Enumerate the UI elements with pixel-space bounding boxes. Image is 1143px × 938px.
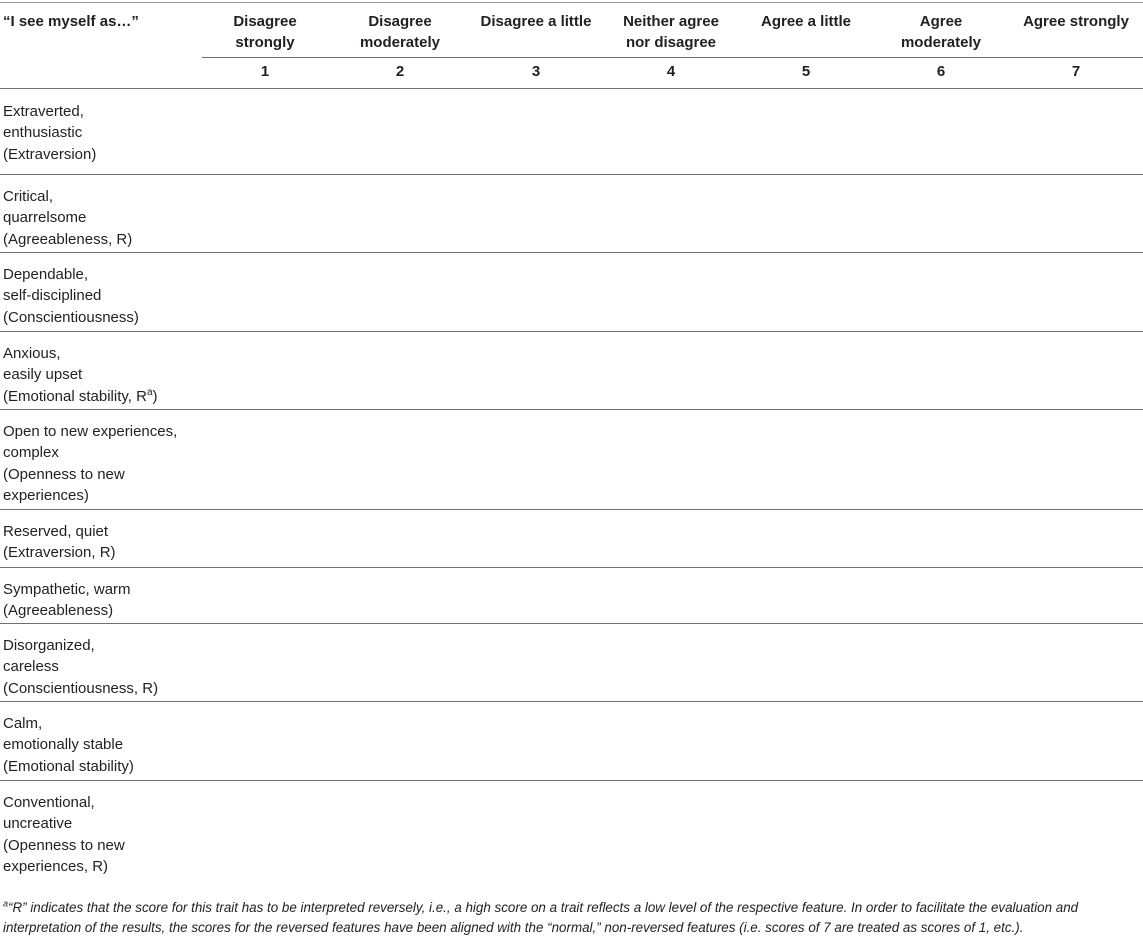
- column-header-line: Agree a little: [760, 13, 852, 30]
- trait-line: [3, 442, 177, 463]
- trait-line-text: quarrelsome: [3, 209, 87, 227]
- trait-line: [3, 421, 177, 442]
- trait-line-text: enthusiastic: [3, 124, 83, 142]
- trait-line-text: experiences): [3, 486, 89, 504]
- column-header-line: Disagree: [368, 13, 432, 30]
- trait-line-text: Dependable,: [3, 266, 89, 283]
- column-header-6: [881, 11, 1001, 53]
- trait-line-text: (Conscientiousness): [3, 308, 139, 326]
- column-header-line: Agree: [919, 13, 963, 30]
- trait-line-text: (Openness to new: [3, 465, 125, 483]
- column-header-line: strongly: [235, 34, 295, 51]
- trait-line-text: careless: [3, 658, 59, 676]
- column-number-2: 2: [395, 63, 405, 80]
- trait-line: [3, 485, 177, 506]
- column-number-7: 7: [1071, 63, 1081, 80]
- table-row: [0, 174, 1143, 253]
- table-row: [0, 780, 1143, 886]
- trait-line: [3, 678, 158, 699]
- trait-line-text: Conventional,: [3, 794, 95, 811]
- column-header-line: moderately: [359, 34, 441, 51]
- trait-line: [3, 307, 139, 328]
- trait-line: [3, 713, 134, 734]
- column-header-5: [746, 11, 866, 32]
- trait-line-text: Calm,: [3, 715, 43, 732]
- column-number-6: 6: [936, 63, 946, 80]
- trait-line-text: (Extraversion): [3, 145, 97, 163]
- footnote-text: “R” indicates that the score for this trait has to be interpreted reversely, i.e., a high score on a trait reflects a low level of the respective feature. In order to facilitate the evaluation and interpretation of the results, the scores for the reversed features have been aligned with the “normal,” non-reversed features (i.e. scores of 7 are treated as scores of 1, etc.).: [3, 900, 1079, 935]
- trait-line: [3, 386, 158, 407]
- table-row: [0, 567, 1143, 624]
- trait-label: [3, 343, 158, 407]
- table-row: [0, 409, 1143, 510]
- trait-line: [3, 521, 116, 542]
- trait-label: [3, 101, 96, 165]
- column-header-4: [611, 11, 731, 53]
- table-footnote: [3, 898, 1141, 938]
- trait-line-text: (Extraversion, R): [3, 544, 116, 562]
- column-number-4: 4: [666, 63, 676, 80]
- trait-label: [3, 186, 132, 250]
- trait-line-text: (Emotional stability, R: [3, 387, 147, 405]
- trait-line-text: Sympathetic, warm: [3, 581, 131, 598]
- trait-line: [3, 186, 132, 207]
- trait-label: [3, 579, 131, 622]
- trait-label: [3, 264, 139, 328]
- trait-line-text: Extraverted,: [3, 103, 84, 120]
- trait-line: [3, 656, 158, 677]
- column-header-line: nor disagree: [625, 34, 717, 51]
- trait-line: [3, 579, 131, 600]
- trait-line: [3, 813, 125, 834]
- column-header-line: Neither agree: [623, 13, 719, 30]
- header-mid-rule: [202, 57, 1143, 58]
- trait-label: [3, 521, 116, 564]
- trait-line: [3, 635, 158, 656]
- trait-superscript: a: [146, 386, 153, 398]
- trait-line: [3, 756, 134, 777]
- trait-line: [3, 364, 158, 385]
- column-number-3: 3: [531, 63, 541, 80]
- column-header-line: Disagree: [233, 13, 297, 30]
- table-row: [0, 509, 1143, 568]
- trait-line: [3, 600, 131, 621]
- trait-line-text: Open to new experiences,: [3, 423, 178, 440]
- table-row: [0, 89, 1143, 175]
- column-header-line: Disagree a little: [480, 13, 592, 30]
- trait-line-text: Reserved, quiet: [3, 523, 109, 540]
- column-header-7: [1016, 11, 1136, 32]
- trait-line: [3, 343, 158, 364]
- trait-line-text: Anxious,: [3, 345, 61, 362]
- trait-line-text: emotionally stable: [3, 736, 124, 754]
- trait-line-text: experiences, R): [3, 857, 109, 875]
- trait-line-text: uncreative: [3, 815, 73, 833]
- trait-line-text: (Agreeableness, R): [3, 230, 133, 248]
- trait-line: [3, 122, 96, 143]
- trait-line-text: complex: [3, 444, 59, 462]
- trait-line: [3, 792, 125, 813]
- table-top-rule: [0, 2, 1143, 3]
- trait-label: [3, 792, 125, 877]
- trait-line-text: (Conscientiousness, R): [3, 679, 159, 697]
- trait-line-text: (Agreeableness): [3, 602, 114, 620]
- column-number-1: 1: [260, 63, 270, 80]
- column-header-line: moderately: [900, 34, 982, 51]
- column-header-2: [340, 11, 460, 53]
- column-header-1: [205, 11, 325, 53]
- trait-line-text: Disorganized,: [3, 637, 95, 654]
- trait-line: [3, 229, 132, 250]
- header-lead: “I see myself as…”: [3, 13, 139, 30]
- trait-label: [3, 635, 158, 699]
- column-number-5: 5: [801, 63, 811, 80]
- trait-label: [3, 713, 134, 777]
- trait-line: [3, 285, 139, 306]
- trait-line: [3, 464, 177, 485]
- trait-line: [3, 101, 96, 122]
- trait-line-text: (Openness to new: [3, 836, 125, 854]
- trait-line-text: easily upset: [3, 366, 83, 384]
- trait-line-tail: ): [152, 387, 158, 405]
- table-row: [0, 623, 1143, 702]
- trait-line-text: (Emotional stability): [3, 757, 134, 775]
- trait-line: [3, 264, 139, 285]
- trait-line: [3, 542, 116, 563]
- table-row: [0, 252, 1143, 332]
- footnote-marker: a: [3, 898, 9, 909]
- trait-line: [3, 207, 132, 228]
- trait-line-text: self-disciplined: [3, 287, 102, 305]
- trait-line: [3, 734, 134, 755]
- trait-label: [3, 421, 177, 506]
- trait-line: [3, 835, 125, 856]
- trait-line-text: Critical,: [3, 188, 54, 205]
- column-header-line: Agree strongly: [1023, 13, 1129, 30]
- table-row: [0, 701, 1143, 781]
- trait-line: [3, 144, 96, 165]
- trait-line: [3, 856, 125, 877]
- table-row: [0, 331, 1143, 410]
- column-header-3: [476, 11, 596, 32]
